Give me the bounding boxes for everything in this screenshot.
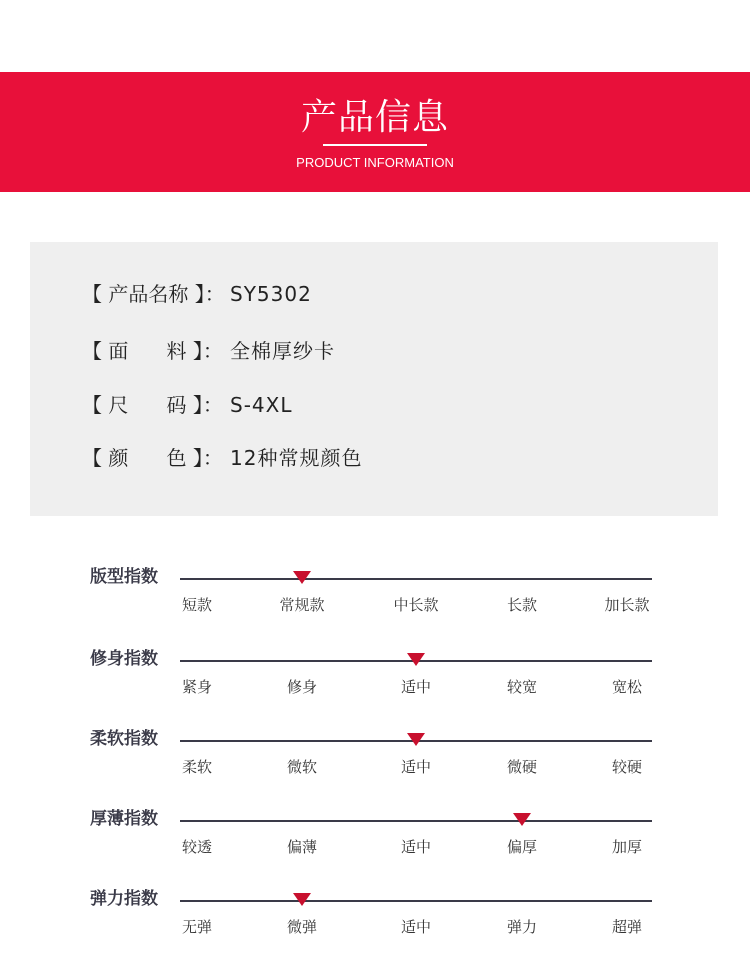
- index-option-label: 适中: [400, 918, 432, 936]
- index-track: [180, 578, 652, 580]
- index-marker-icon: [513, 813, 531, 826]
- index-marker-icon: [407, 733, 425, 746]
- info-key: 【 颜 色 】：: [82, 446, 223, 470]
- index-option-label: 偏厚: [506, 838, 538, 856]
- info-value: S-4XL: [230, 393, 293, 417]
- info-value: SY5302: [230, 282, 312, 306]
- index-scale: [0, 648, 750, 708]
- index-option-label: 短款: [181, 596, 213, 614]
- index-option-label: 紧身: [181, 678, 213, 696]
- page-subtitle: PRODUCT INFORMATION: [296, 155, 454, 170]
- index-title: 柔软指数: [90, 729, 158, 749]
- index-option-label: 无弹: [181, 918, 213, 936]
- index-marker-icon: [407, 653, 425, 666]
- index-option-label: 适中: [400, 838, 432, 856]
- index-track: [180, 900, 652, 902]
- index-option-label: 较硬: [611, 758, 643, 776]
- index-option-label: 微软: [286, 758, 318, 776]
- index-option-label: 长款: [506, 596, 538, 614]
- index-option-label: 较透: [181, 838, 213, 856]
- index-option-label: 微硬: [506, 758, 538, 776]
- index-option-label: 中长款: [393, 596, 439, 614]
- info-row-fabric: [82, 337, 335, 365]
- info-key: 【 面 料 】：: [82, 339, 223, 363]
- index-scale: [0, 888, 750, 948]
- product-info-panel: [30, 242, 718, 516]
- index-option-label: 常规款: [279, 596, 325, 614]
- index-option-label: 适中: [400, 678, 432, 696]
- index-option-label: 修身: [286, 678, 318, 696]
- info-value: 12种常规颜色: [230, 446, 363, 470]
- index-scale: [0, 808, 750, 868]
- index-marker-icon: [293, 893, 311, 906]
- info-key: 【 产品名称 】：: [82, 282, 225, 306]
- index-option-label: 适中: [400, 758, 432, 776]
- index-option-label: 加厚: [611, 838, 643, 856]
- index-option-label: 较宽: [506, 678, 538, 696]
- index-track: [180, 820, 652, 822]
- page-title: 产品信息: [300, 97, 449, 138]
- index-marker-icon: [293, 571, 311, 584]
- index-option-label: 宽松: [611, 678, 643, 696]
- info-row-size: [82, 391, 292, 419]
- index-scale: [0, 566, 750, 626]
- index-option-label: 微弹: [286, 918, 318, 936]
- index-option-label: 柔软: [181, 758, 213, 776]
- info-key: 【 尺 码 】：: [82, 393, 223, 417]
- title-underline: [323, 144, 427, 146]
- index-title: 修身指数: [90, 649, 158, 669]
- index-title: 弹力指数: [90, 889, 158, 909]
- index-option-label: 偏薄: [286, 838, 318, 856]
- info-value: 全棉厚纱卡: [230, 339, 335, 363]
- index-scale: [0, 728, 750, 788]
- index-title: 版型指数: [90, 567, 158, 587]
- header-banner: [0, 72, 750, 192]
- index-option-label: 加长款: [604, 596, 650, 614]
- index-option-label: 弹力: [506, 918, 538, 936]
- info-row-name: [82, 280, 312, 308]
- index-option-label: 超弹: [611, 918, 643, 936]
- index-title: 厚薄指数: [90, 809, 158, 829]
- info-row-color: [82, 444, 362, 472]
